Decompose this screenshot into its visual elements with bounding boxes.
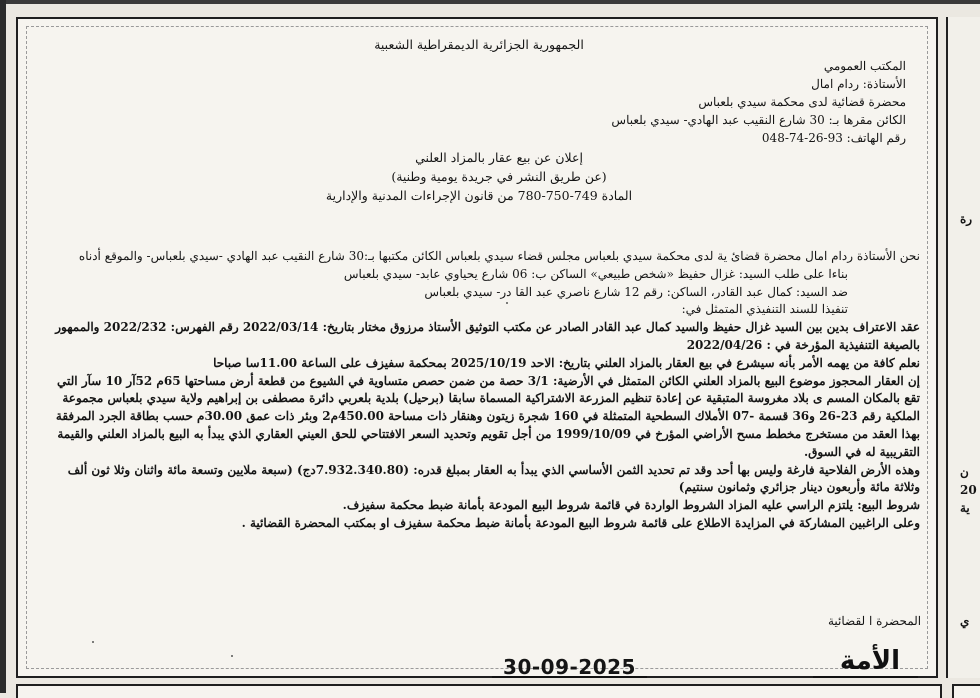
newspaper-logo: الأمة bbox=[839, 646, 901, 676]
notice-content bbox=[26, 20, 932, 670]
notice-body bbox=[40, 248, 920, 533]
logo-underline bbox=[813, 676, 918, 678]
bailiff-signature: المحضرة ا لقضائية bbox=[828, 614, 922, 628]
print-speck bbox=[92, 641, 94, 643]
adjacent-column-fragment bbox=[946, 17, 980, 678]
office-name: المكتب العمومي bbox=[823, 59, 906, 73]
side-fragment: رة bbox=[960, 212, 973, 226]
defendant-line: ضد السيد: كمال عبد القادر، الساكن: رقم 12 شارع ناصري عبد القا در- سيدي بلعباس bbox=[424, 284, 848, 299]
sale-date-paragraph: نعلم كافة من يهمه الأمر بأنه سيشرع في بيع العقار بالمزاد العلني بتاريخ: الاحد 2025/10/19 بمحكمة سفيزف على الساعة 11.00سا صباحا bbox=[213, 355, 920, 370]
property-paragraph: إن العقار المحجوز موضوع البيع بالمزاد العلني الكائن المتمثل في الأرضية: 3/1 حصة من ضمن حصص متساوية في الشيوع من قطعة أرض مساحتها 65م 52آر 10 سآر التي تقع بالمكان المسم ى بلاد مغروسة المتبقية عن إعادة تنظيم المزرعة الاشتراكية المسماة سابقا (برحيل) بلدية بلعربي دائرة مصطفى بن إبراهيم ولاية سيدي بلعباس مجموعة الملكية رقم 23-26 و36 قسمة -07 الأملاك السطحية المتمثلة في 160 شجرة زيتون وهنقار ذات مساحة 450.00م2 وبئر ذات عمق 30.00م حسب بطاقة الجرد المرفقة بهذا العقد من مستخرج مخطط مسح الأراضي المؤرخ في 1999/10/09 من أجل تقويم وتحديد السعر الافتتاحي للحق العيني العقاري الذي يبدأ به البيع بالمزاد العلني والقيمة التقريبية له في السوق. bbox=[55, 373, 920, 459]
notice-title: إعلان عن بيع عقار بالمزاد العلني bbox=[415, 150, 583, 165]
bailiff-title: محضرة قضائية لدى محكمة سيدي بلعباس bbox=[698, 95, 906, 109]
side-fragment: ي bbox=[960, 614, 970, 628]
republic-heading: الجمهورية الجزائرية الديمقراطية الشعبية bbox=[374, 37, 584, 52]
side-fragment: 20 bbox=[960, 483, 977, 497]
page-top-edge bbox=[0, 0, 980, 4]
requester-line: بناءا على طلب السيد: غزال حفيظ «شخص طبيعي» الساكن ب: 06 شارع يحياوي عابد- سيدي بلعباس bbox=[343, 266, 848, 281]
participants-paragraph: وعلى الراغبين المشاركة في المزايدة الاطلاع على قائمة شروط البيع المودعة بأمانة ضبط محكمة سفيزف او بمكتب المحضرة القضائية . bbox=[241, 515, 920, 530]
conditions-paragraph: شروط البيع: يلتزم الراسي عليه المزاد الشروط الواردة في قائمة شروط البيع المودعة بأمانة ضبط محكمة سفيزف. bbox=[342, 498, 920, 513]
next-notice-frame bbox=[16, 684, 942, 698]
publication-date: 30-09-2025 bbox=[492, 655, 647, 678]
next-column-frame bbox=[952, 684, 980, 698]
side-fragment: ن bbox=[960, 465, 969, 479]
notice-title-block bbox=[26, 148, 932, 205]
page-left-edge bbox=[0, 0, 6, 693]
office-address: الكائن مقرها بـ: 30 شارع النقيب عبد الهادي- سيدي بلعباس bbox=[611, 113, 906, 127]
price-paragraph: وهذه الأرض الفلاحية فارغة وليس بها أحد وقد تم تحديد الثمن الأساسي الذي يبدأ به العقار بمبلغ قدره: (7.932.340.80دج) (سبعة ملايين وتسعة مائة واثنان وثلا ثون ألف وثلاثة مائة وأربعون دينار جزائري وثمانون سنتيم) bbox=[67, 462, 920, 495]
execution-line: تنفيذا للسند التنفيذي المتمثل في: bbox=[681, 302, 848, 317]
office-block bbox=[611, 57, 906, 147]
intro-paragraph: نحن الأستاذة ردام امال محضرة قضائ ية لدى محكمة سيدي بلعباس مجلس قضاء سيدي بلعباس الكائن مكتبها بـ:30 شارع النقيب عبد الهادي -سيدي بلعباس- والموقع أدناه bbox=[78, 249, 920, 263]
print-speck bbox=[231, 655, 233, 657]
deed-paragraph: عقد الاعتراف بدين بين السيد غزال حفيظ والسيد كمال عبد القادر الصادر عن مكتب التوثيق الأستاذ مرزوق مختار بتاريخ: 2022/03/14 رقم الفهرس: 2022/232 والممهور بالصيغة التنفيذية المؤرخة في : 2022/04/26 bbox=[55, 320, 920, 352]
publication-note: (عن طريق النشر في جريدة يومية وطنية) bbox=[391, 169, 607, 184]
side-fragment: ية bbox=[960, 501, 970, 515]
legal-articles: المادة 749-750-780 من قانون الإجراءات المدنية والإدارية bbox=[325, 188, 633, 203]
office-phone: رقم الهاتف: 93-26-74-048 bbox=[761, 131, 906, 145]
print-speck bbox=[506, 302, 508, 304]
bailiff-name: الأستاذة: ردام امال bbox=[811, 77, 906, 91]
